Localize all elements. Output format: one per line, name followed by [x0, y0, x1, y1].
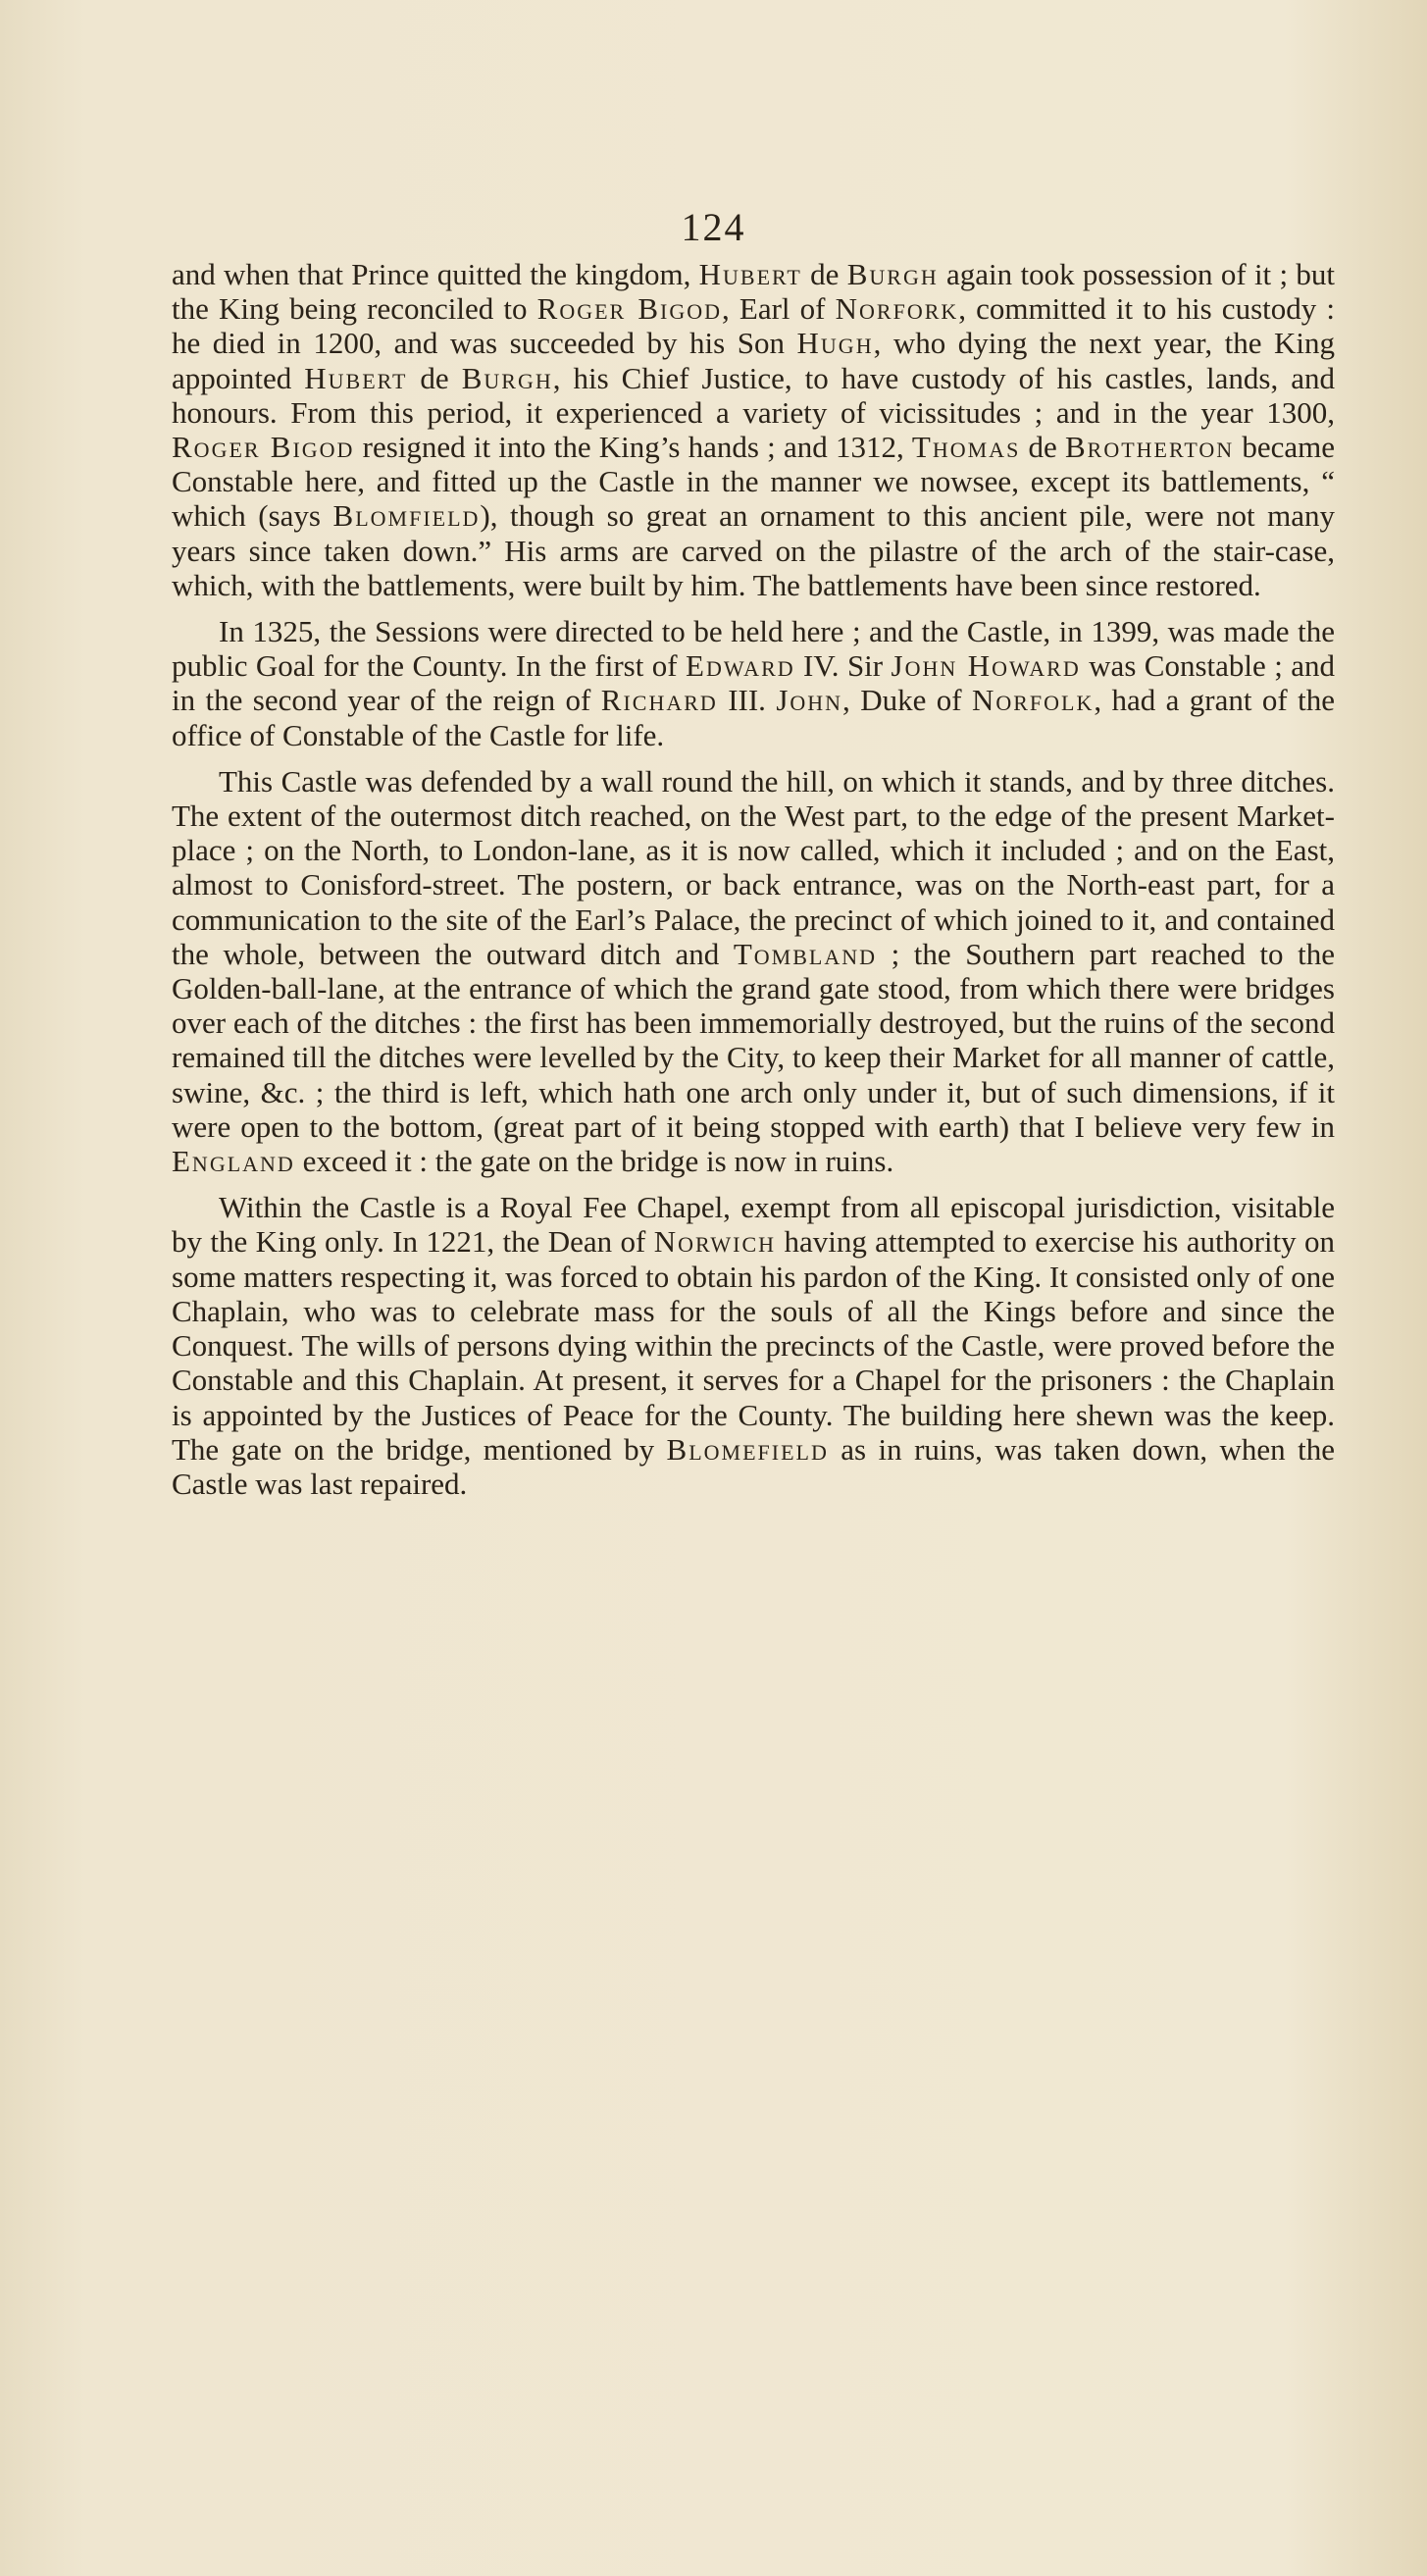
text-run: de: [407, 360, 462, 395]
name-small-caps: England: [172, 1144, 295, 1179]
text-run: and when that Prince quitted the kingdom,: [172, 257, 699, 291]
text-run: de: [1020, 430, 1065, 465]
text-run: , who dying the next year, the King appointed: [172, 326, 1336, 395]
name-small-caps: Brotherton: [1064, 430, 1235, 465]
name-small-caps: Hubert: [304, 360, 408, 395]
text-run: Within the Castle is a Royal Fee Chapel, exempt from all episcopal jurisdiction, visitable by the King only. In 1221, the Dean of: [172, 1190, 1335, 1260]
text-run: became Constable here, and fitted up the Castle in the manner we nowsee, except its battlements, “ which (says: [172, 430, 1336, 534]
text-run: de: [801, 257, 847, 291]
body-text: [172, 257, 1335, 1501]
paragraph-4: [172, 1190, 1335, 1501]
text-run: , had a grant of the office of Constable of the Castle for life.: [172, 683, 1335, 752]
text-run: In 1325, the Sessions were directed to be held here ; and the Castle, in 1399, was made the public Goal for the County. In the first of: [172, 614, 1335, 684]
name-small-caps: John: [776, 683, 843, 718]
text-run: exceed it : the gate on the bridge is now in ruins.: [294, 1144, 894, 1179]
name-small-caps: Norwich: [653, 1224, 777, 1260]
paragraph-1: [172, 257, 1335, 602]
text-run: III.: [717, 683, 777, 718]
name-small-caps: Roger Bigod: [172, 430, 355, 465]
text-run: was Constable ; and in the second year of the reign of: [172, 648, 1335, 718]
name-small-caps: Hugh: [796, 326, 874, 361]
text-run: This Castle was defended by a wall round the hill, on which it stands, and by three ditches. The extent of the outermost ditch reached, on the West part, to the edge of the present Market-place ; on the North, to London-lane, as it is now called, which it included ; and on the East, almost to Conisford-street. The postern, or back entrance, was on the North-east part, for a communication to the site of the Earl’s Palace, the precinct of which joined to it, and contained the whole, between the outward ditch and: [172, 763, 1335, 971]
text-run: , committed it to his custody : he died in 1200, and was succeeded by his Son: [172, 291, 1335, 361]
text-run: resigned it into the King’s hands ; and 1312,: [354, 430, 912, 465]
text-run: , his Chief Justice, to have custody of his castles, lands, and honours. From this period, it experienced a variety of vicissitudes ; and in the year 1300,: [172, 360, 1335, 430]
name-small-caps: Burgh: [461, 360, 553, 395]
name-small-caps: Norfork: [835, 291, 959, 327]
name-small-caps: Thomas: [911, 430, 1021, 465]
text-run: ; the Southern part reached to the Golden-ball-lane, at the entrance of which the grand gate stood, from which there were bridges over each of the ditches : the first has been immemorially destroyed, but the ruins of the second remained till the ditches were levelled by the City, to keep their Market for all manner of cattle, swine, &c. ; the third is left, which hath one arch only under it, but of such dimensions, if it were open to the bottom, (great part of it being stopped with earth) that I believe very few in: [172, 936, 1335, 1144]
name-small-caps: Roger Bigod: [536, 291, 723, 327]
name-small-caps: Edward: [686, 648, 795, 684]
text-run: ), though so great an ornament to this ancient pile, were not many years since taken down.” His arms are carved on the pilastre of the arch of the stair-case, which, with the battlements, were built by him. The battlements have been since restored.: [172, 498, 1335, 602]
name-small-caps: Blomfield: [332, 498, 481, 534]
page-number: 124: [681, 205, 746, 249]
name-small-caps: Tombland: [733, 936, 878, 971]
name-small-caps: Blomefield: [666, 1431, 829, 1467]
text-run: as in ruins, was taken down, when the Castle was last repaired.: [172, 1431, 1335, 1501]
text-run: having attempted to exercise his authority on some matters respecting it, was forced to obtain his pardon of the King. It consisted only of one Chaplain, who was to celebrate mass for the souls of all the Kings before and since the Conquest. The wills of persons dying within the precincts of the Castle, were proved before the Constable and this Chaplain. At present, it serves for a Chapel for the prisoners : the Chaplain is appointed by the Justices of Peace for the County. The building here shewn was the keep. The gate on the bridge, mentioned by: [172, 1224, 1335, 1467]
name-small-caps: Norfolk: [971, 683, 1095, 718]
name-small-caps: Hubert: [698, 257, 802, 291]
text-run: again took possession of it ; but the King being reconciled to: [172, 257, 1335, 327]
text-run: IV. Sir: [794, 648, 892, 684]
name-small-caps: John Howard: [891, 648, 1081, 684]
name-small-caps: Richard: [600, 683, 718, 718]
text-run: , Duke of: [842, 683, 972, 718]
paragraph-3: [172, 764, 1335, 1178]
paragraph-2: [172, 614, 1335, 752]
text-run: , Earl of: [722, 291, 836, 327]
name-small-caps: Burgh: [846, 257, 939, 291]
